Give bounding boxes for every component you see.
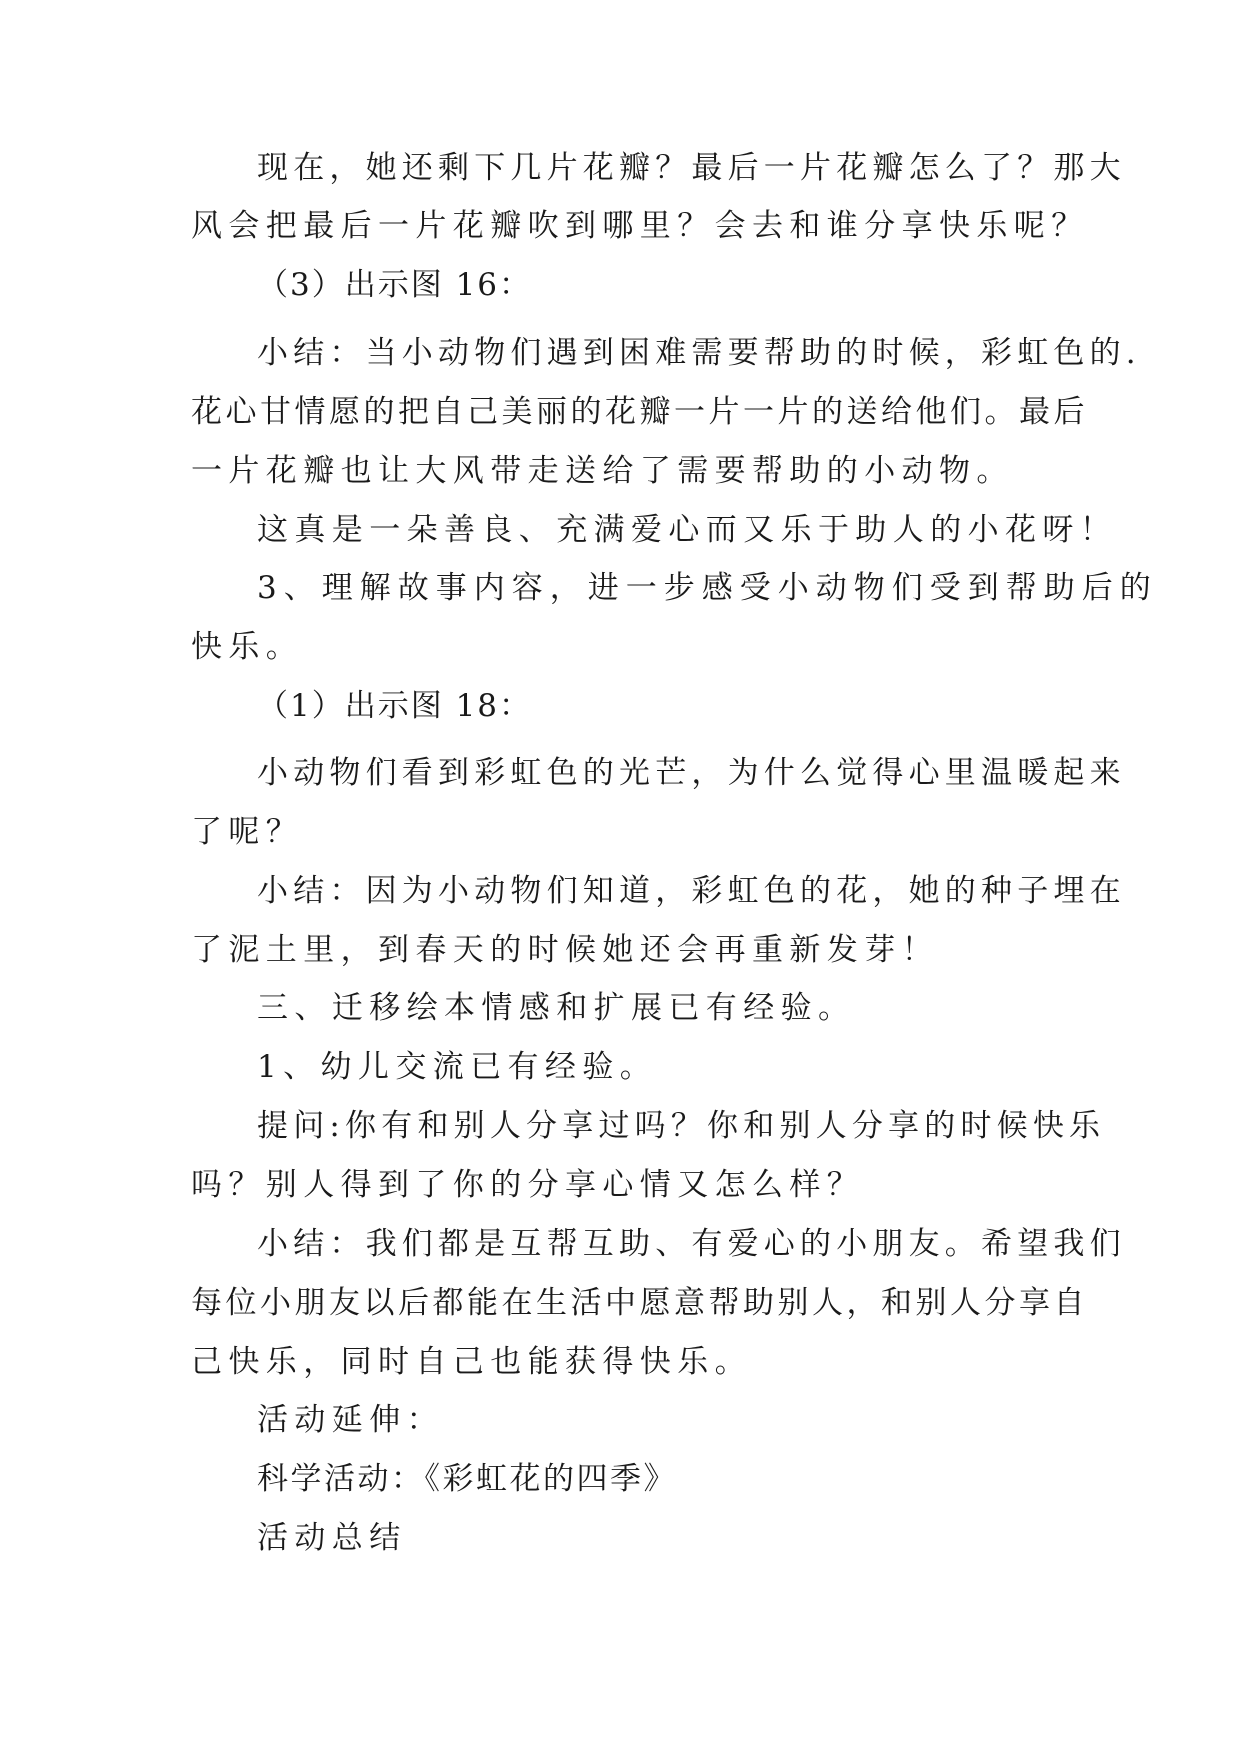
text-line: （3）出示图 16： <box>257 267 533 303</box>
text-line: 小结：因为小动物们知道，彩虹色的花，她的种子埋在 <box>257 873 1126 909</box>
text-line: 小动物们看到彩虹色的光芒，为什么觉得心里温暖起来 <box>257 755 1126 791</box>
text-line: 1、幼儿交流已有经验。 <box>257 1049 658 1085</box>
text-line: 花心甘情愿的把自己美丽的花瓣一片一片的送给他们。最后 <box>191 394 1088 430</box>
text-line: 一片花瓣也让大风带走送给了需要帮助的小动物。 <box>191 453 1014 489</box>
text-line: 这真是一朵善良、充满爱心而又乐于助人的小花呀！ <box>257 512 1118 548</box>
text-line: 3、理解故事内容，进一步感受小动物们受到帮助后的 <box>257 570 1158 606</box>
text-line: 小结：当小动物们遇到困难需要帮助的时候，彩虹色的. <box>257 335 1141 371</box>
text-line: 活动总结 <box>257 1520 407 1556</box>
text-line: （1）出示图 18： <box>257 688 533 724</box>
text-line: 吗？别人得到了你的分享心情又怎么样？ <box>191 1167 865 1203</box>
text-line: 提问:你有和别人分享过吗？你和别人分享的时候快乐 <box>257 1108 1106 1144</box>
text-line: 现在，她还剩下几片花瓣？最后一片花瓣怎么了？那大 <box>257 150 1126 186</box>
text-line: 活动延伸： <box>257 1402 444 1438</box>
text-line: 己快乐，同时自己也能获得快乐。 <box>191 1344 752 1380</box>
text-line: 三、迁移绘本情感和扩展已有经验。 <box>257 990 856 1026</box>
text-line: 了泥土里，到春天的时候她还会再重新发芽！ <box>191 932 939 968</box>
text-line: 每位小朋友以后都能在生活中愿意帮助别人，和别人分享自 <box>191 1285 1088 1321</box>
text-line: 科学活动：《彩虹花的四季》 <box>257 1461 677 1497</box>
text-line: 小结：我们都是互帮互助、有爱心的小朋友。希望我们 <box>257 1226 1126 1262</box>
text-line: 了呢？ <box>191 814 304 850</box>
text-line: 风会把最后一片花瓣吹到哪里？会去和谁分享快乐呢？ <box>191 208 1089 244</box>
text-line: 快乐。 <box>191 629 304 665</box>
